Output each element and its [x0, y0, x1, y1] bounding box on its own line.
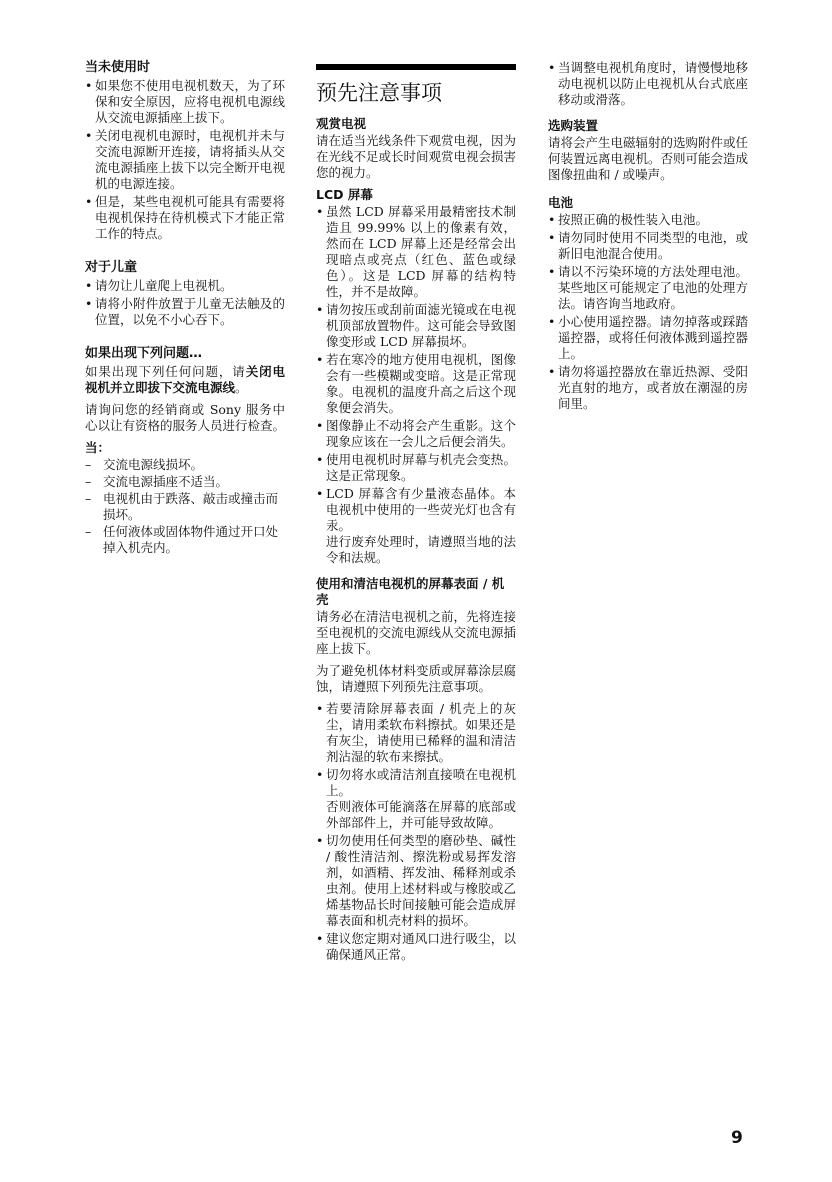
- lcd-disposal-text: 进行废弃处理时，请遵照当地的法令和法规。: [326, 534, 516, 565]
- list-item: • 按照正确的极性装入电池。: [548, 212, 748, 228]
- title-bar: [316, 64, 516, 70]
- battery-list: [548, 212, 748, 412]
- list-item: – 交流电源插座不适当。: [85, 474, 285, 490]
- list-item: • 切勿将水或清洁剂直接喷在电视机上。 否则液体可能滴落在屏幕的底部或外部部件上，并可能导致故障。: [316, 767, 516, 831]
- column-middle: [316, 60, 516, 967]
- list-item: • 建议您定期对通风口进行吸尘，以确保通风正常。: [316, 931, 516, 963]
- optional-heading: 选购装置: [548, 118, 599, 133]
- list-item: • 使用电视机时屏幕与机壳会变热。这是正常现象。: [316, 452, 516, 484]
- list-item: • 若要清除屏幕表面 / 机壳上的灰尘，请用柔软布料擦拭。如果还是有灰尘，请使用已稀释的温和清洁剂沾湿的软布来擦拭。: [316, 701, 516, 765]
- cleaning-list: [316, 701, 516, 963]
- column-left: [85, 60, 285, 557]
- list-item: • 小心使用遥控器。请勿掉落或踩踏遥控器，或将任何液体溅到遥控器上。: [548, 314, 748, 362]
- children-heading: 对于儿童: [85, 260, 138, 275]
- list-item: • 图像静止不动将会产生重影。这个现象应该在一会儿之后便会消失。: [316, 418, 516, 450]
- list-item: • 但是，某些电视机可能具有需要将电视机保持在待机模式下才能正常工作的特点。: [85, 194, 285, 242]
- problem-text-2: 请询问您的经销商或 Sony 服务中心以让有资格的服务人员进行检查。: [85, 402, 286, 433]
- problem-text-1-bold: 关闭电视机并立即拔下交流电源线: [85, 364, 285, 395]
- list-item: • 关闭电视机电源时，电视机并未与交流电源断开连接，请将插头从交流电源插座上拔下以完全断开电视机的电源连接。: [85, 128, 285, 192]
- list-item: • 如果您不使用电视机数天，为了环保和安全原因，应将电视机电源线从交流电源插座上拔下。: [85, 78, 285, 126]
- cleaning-item-2-extra: 否则液体可能滴落在屏幕的底部或外部部件上，并可能导致故障。: [326, 799, 516, 830]
- list-item: • LCD 屏幕含有少量液态晶体。本电视机中使用的一些荧光灯也含有汞。 进行废弃处理时，请遵照当地的法令和法规。: [316, 486, 516, 566]
- list-item: • 请将小附件放置于儿童无法触及的位置，以免不小心吞下。: [85, 296, 285, 328]
- list-item: – 任何液体或固体物件通过开口处掉入机壳内。: [85, 524, 285, 556]
- children-list: [85, 278, 285, 328]
- unused-heading: 当未使用时: [85, 60, 151, 75]
- cleaning-text-2: 为了避免机体材料变质或屏幕涂层腐蚀，请遵照下列预先注意事项。: [316, 663, 517, 694]
- when-label: 当：: [85, 440, 111, 455]
- page-title: 预先注意事项: [316, 81, 442, 105]
- list-item: • 虽然 LCD 屏幕采用最精密技术制造且 99.99% 以上的像素有效，然而在 LCD 屏幕上还是经常会出现暗点或亮点（红色、蓝色或绿色）。这是 LCD 屏幕的结构特性，并不是故障。: [316, 204, 516, 300]
- page-number: 9: [731, 1128, 743, 1148]
- list-item: • 请勿同时使用不同类型的电池，或新旧电池混合使用。: [548, 230, 748, 262]
- problem-text-1: 如果出现下列任何问题，请关闭电视机并立即拔下交流电源线。: [85, 364, 285, 395]
- problem-heading: 如果出现下列问题…: [85, 346, 203, 361]
- watching-text: 请在适当光线条件下观赏电视，因为在光线不足或长时间观赏电视会损害您的视力。: [316, 133, 517, 180]
- column-right: [548, 60, 748, 416]
- list-item: • 切勿使用任何类型的磨砂垫、碱性 / 酸性清洁剂、擦洗粉或易挥发溶剂，如酒精、挥发油、稀释剂或杀虫剂。使用上述材料或与橡胶或乙烯基物品长时间接触可能会造成屏幕表面和机壳材料的损坏。: [316, 833, 516, 929]
- list-item: • 若在寒冷的地方使用电视机，图像会有一些模糊或变暗。这是正常现象。电视机的温度升高之后这个现象便会消失。: [316, 352, 516, 416]
- cleaning-heading: 使用和清洁电视机的屏幕表面 / 机壳: [316, 576, 505, 607]
- watching-heading: 观赏电视: [316, 116, 367, 131]
- list-item: • 请勿按压或刮前面滤光镜或在电视机顶部放置物件。这可能会导致图像变形或 LCD 屏幕损坏。: [316, 302, 516, 350]
- when-list: [85, 457, 285, 556]
- list-item: • 当调整电视机角度时，请慢慢地移动电视机以防止电视机从台式底座移动或滑落。: [548, 60, 748, 108]
- list-item: • 请勿让儿童爬上电视机。: [85, 278, 285, 294]
- lcd-heading: LCD 屏幕: [316, 187, 373, 202]
- unused-list: [85, 78, 285, 242]
- angle-list: [548, 60, 748, 108]
- optional-text: 请将会产生电磁辐射的选购附件或任何装置远离电视机。否则可能会造成图像扭曲和 / 或噪声。: [548, 135, 749, 182]
- cleaning-text-1: 请务必在清洁电视机之前，先将连接至电视机的交流电源线从交流电源插座上拔下。: [316, 609, 517, 656]
- battery-heading: 电池: [548, 195, 574, 210]
- list-item: – 交流电源线损坏。: [85, 457, 285, 473]
- lcd-list: [316, 204, 516, 566]
- list-item: – 电视机由于跌落、敲击或撞击而损坏。: [85, 491, 285, 523]
- list-item: • 请以不污染环境的方法处理电池。某些地区可能规定了电池的处理方法。请咨询当地政府。: [548, 264, 748, 312]
- list-item: • 请勿将遥控器放在靠近热源、受阳光直射的地方，或者放在潮湿的房间里。: [548, 364, 748, 412]
